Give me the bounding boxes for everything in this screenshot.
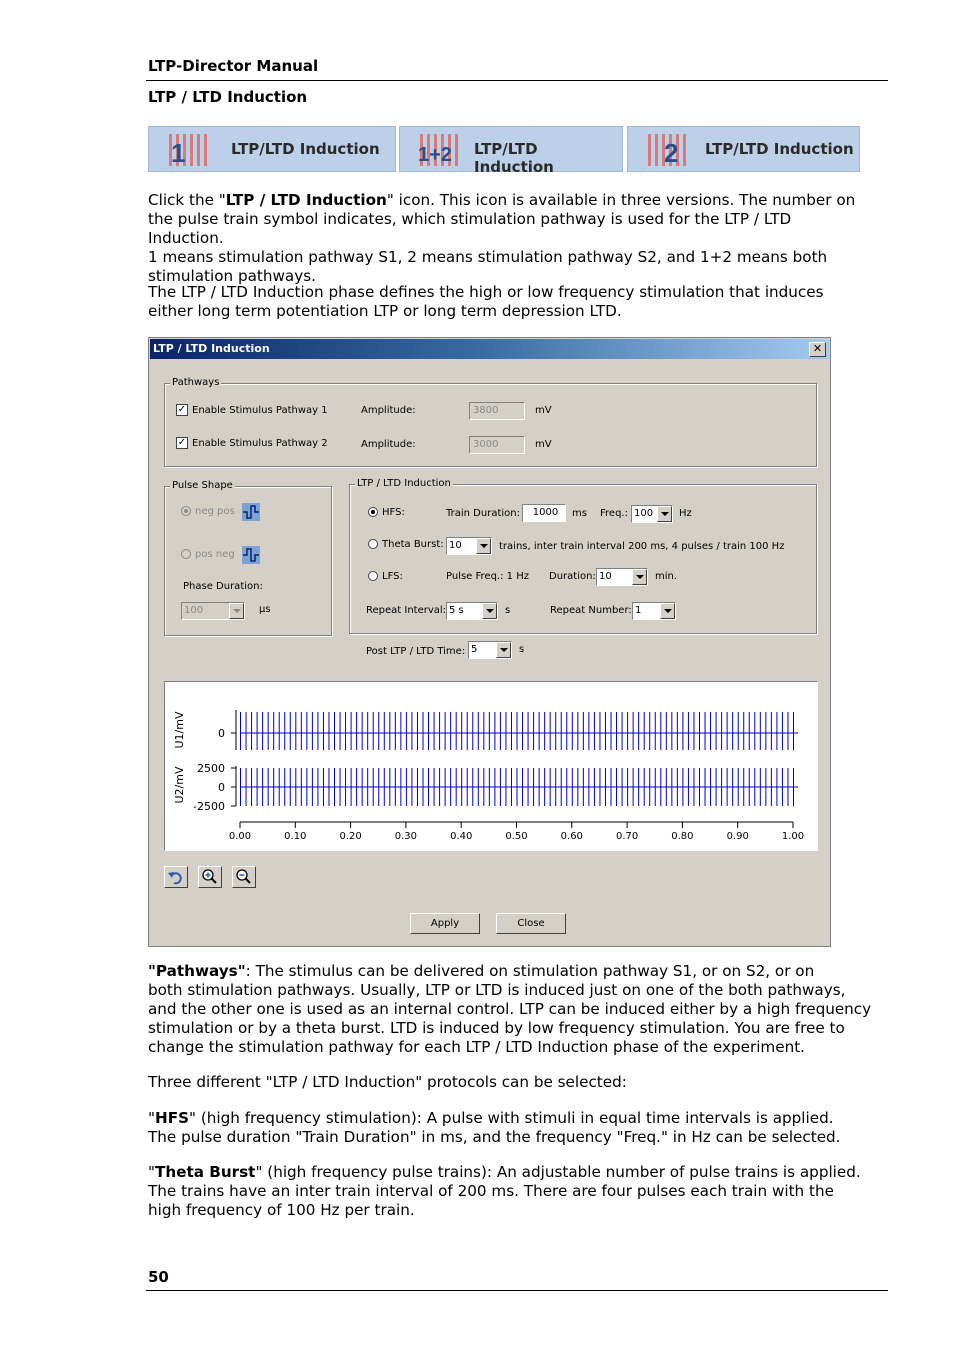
x-tick-label: 0.60 bbox=[560, 831, 583, 842]
pulse-shape-group bbox=[164, 480, 332, 636]
pathway-1-label: Enable Stimulus Pathway 1 bbox=[192, 405, 328, 416]
pulse-shape-legend: Pulse Shape bbox=[172, 480, 233, 491]
amplitude-1-field[interactable]: 3800 bbox=[469, 402, 525, 420]
pathways-legend: Pathways bbox=[172, 377, 220, 388]
induction-pathway-1-button[interactable] bbox=[148, 126, 396, 172]
theta-trains-select[interactable]: 10 bbox=[446, 537, 492, 555]
freq-unit: Hz bbox=[679, 508, 692, 519]
train-duration-label: Train Duration: bbox=[446, 508, 520, 519]
pos-neg-label: pos neg bbox=[195, 549, 235, 560]
chevron-down-icon bbox=[496, 642, 511, 658]
phase-duration-label: Phase Duration: bbox=[183, 581, 263, 592]
x-tick-label: 0.00 bbox=[228, 831, 252, 842]
undo-zoom-button[interactable] bbox=[164, 866, 188, 888]
pulse-train-2-icon bbox=[646, 132, 688, 168]
x-tick-label: 0.40 bbox=[450, 831, 473, 842]
chart-svg bbox=[165, 682, 815, 848]
pathway-2-label: Enable Stimulus Pathway 2 bbox=[192, 438, 328, 449]
hfs-radio[interactable] bbox=[368, 507, 378, 517]
theta-burst-label: Theta Burst: bbox=[382, 539, 444, 550]
x-tick-label: 0.50 bbox=[505, 831, 528, 842]
phase-description-paragraph: The LTP / LTD Induction phase defines the high or low frequency stimulation that induces either long term potentiation LTP or long term depression LTD. bbox=[148, 283, 824, 320]
chevron-down-icon bbox=[476, 538, 491, 554]
zoom-in-icon bbox=[199, 867, 221, 887]
manual-title: LTP-Director Manual bbox=[148, 57, 319, 75]
zoom-out-button[interactable] bbox=[232, 866, 256, 888]
post-time-select[interactable]: 5 bbox=[468, 641, 512, 659]
ltp-ltd-induction-dialog bbox=[148, 337, 831, 947]
chevron-down-icon bbox=[632, 569, 647, 585]
lfs-label: LFS: bbox=[382, 571, 403, 582]
duration-label: Duration: bbox=[549, 571, 596, 582]
zoom-in-button[interactable] bbox=[198, 866, 222, 888]
pulse-train-1-number: 1 bbox=[171, 138, 186, 168]
train-duration-unit: ms bbox=[572, 508, 587, 519]
pos-neg-radio[interactable] bbox=[181, 549, 191, 559]
x-tick-label: 0.10 bbox=[284, 831, 307, 842]
repeat-number-label: Repeat Number: bbox=[550, 605, 632, 616]
hfs-paragraph: "HFS" (high frequency stimulation): A pulse with stimuli in equal time intervals is applied. The pulse duration "Train Duration" in ms, and the frequency "Freq." in Hz can be selected. bbox=[148, 1109, 841, 1146]
neg-pos-pulse-icon bbox=[242, 503, 260, 521]
neg-pos-radio[interactable] bbox=[181, 506, 191, 516]
induction-pathway-2-button[interactable] bbox=[627, 126, 860, 172]
apply-button[interactable]: Apply bbox=[410, 913, 480, 934]
train-duration-field[interactable]: 1000 bbox=[522, 504, 566, 522]
u2-y-tick-label: 2500 bbox=[197, 762, 225, 775]
u2-y-tick-label: -2500 bbox=[193, 800, 225, 813]
pulse-train-2-number: 2 bbox=[664, 138, 679, 168]
repeat-number-select[interactable]: 1 bbox=[632, 602, 676, 620]
induction-group bbox=[349, 478, 817, 634]
x-tick-label: 0.70 bbox=[615, 831, 639, 842]
chevron-down-icon bbox=[657, 506, 672, 522]
x-tick-label: 0.30 bbox=[394, 831, 418, 842]
amplitude-1-label: Amplitude: bbox=[361, 405, 416, 416]
pathway-2-checkbox[interactable]: ✓ bbox=[177, 437, 187, 448]
duration-select[interactable]: 10 bbox=[596, 568, 648, 586]
amplitude-2-unit: mV bbox=[535, 439, 552, 450]
pulse-train-both-icon bbox=[418, 132, 460, 168]
pathways-paragraph: "Pathways": The stimulus can be delivered on stimulation pathway S1, or on S2, or on both stimulation pathways. Usually, LTP or LTD is induced just on one of the both pathways, and the other one is used as an internal control. LTP can be induced either by a high frequency stimulation or by a theta burst. LTD is induced by low frequency stimulation. You are free to change the stimulation pathway for each LTP / LTD Induction phase of the experiment. bbox=[148, 962, 872, 1056]
phase-duration-select[interactable]: 100 bbox=[181, 602, 245, 620]
pathways-group bbox=[164, 377, 817, 467]
x-tick-label: 0.80 bbox=[671, 831, 694, 842]
dialog-title: LTP / LTD Induction bbox=[153, 342, 270, 355]
amplitude-1-unit: mV bbox=[535, 405, 552, 416]
induction-pathway-both-label: LTP/LTD Induction bbox=[474, 140, 554, 176]
amplitude-2-field[interactable]: 3000 bbox=[469, 436, 525, 454]
u1-axis-label: U1/mV bbox=[173, 711, 186, 749]
intro-paragraph: Click the "LTP / LTD Induction" icon. This icon is available in three versions. The number on the pulse train symbol indicates, which stimulation pathway is used for the LTP / LTD Induction. 1 means stimulation pathway S1, 2 means stimulation pathway S2, and 1+2 means both stimulation pathways. bbox=[148, 191, 856, 285]
chevron-down-icon bbox=[660, 603, 675, 619]
lfs-radio[interactable] bbox=[368, 571, 378, 581]
theta-burst-description: trains, inter train interval 200 ms, 4 pulses / train 100 Hz bbox=[499, 541, 785, 552]
post-time-label: Post LTP / LTD Time: bbox=[366, 646, 466, 657]
stimulation-preview-chart bbox=[164, 681, 818, 851]
neg-pos-label: neg pos bbox=[195, 506, 235, 517]
duration-unit: min. bbox=[655, 571, 678, 582]
repeat-interval-label: Repeat Interval: bbox=[366, 605, 447, 616]
hfs-label: HFS: bbox=[382, 507, 405, 518]
x-tick-label: 1.00 bbox=[781, 831, 805, 842]
phase-duration-unit: µs bbox=[259, 604, 271, 615]
repeat-interval-unit: s bbox=[505, 605, 511, 616]
pulse-train-both-number: 1+2 bbox=[418, 144, 452, 166]
freq-label: Freq.: bbox=[600, 508, 628, 519]
induction-pathway-1-label: LTP/LTD Induction bbox=[231, 140, 380, 158]
header-rule bbox=[146, 80, 888, 81]
amplitude-2-label: Amplitude: bbox=[361, 439, 416, 450]
page-number: 50 bbox=[148, 1268, 169, 1286]
pos-neg-pulse-icon bbox=[242, 546, 260, 564]
u1-y-tick-label: 0 bbox=[218, 727, 225, 740]
pulse-train-1-icon bbox=[167, 132, 209, 168]
induction-pathway-both-button[interactable] bbox=[399, 126, 623, 176]
dialog-title-bar bbox=[150, 339, 829, 359]
x-tick-label: 0.20 bbox=[339, 831, 362, 842]
theta-burst-radio[interactable] bbox=[368, 539, 378, 549]
post-time-unit: s bbox=[519, 644, 525, 655]
pathway-1-checkbox[interactable]: ✓ bbox=[177, 404, 187, 415]
close-button[interactable]: Close bbox=[496, 913, 566, 934]
zoom-out-icon bbox=[233, 867, 255, 887]
induction-legend: LTP / LTD Induction bbox=[357, 478, 451, 489]
freq-select[interactable]: 100 bbox=[631, 505, 673, 523]
section-title: LTP / LTD Induction bbox=[148, 88, 308, 106]
chevron-down-icon bbox=[482, 603, 497, 619]
x-tick-label: 0.90 bbox=[726, 831, 749, 842]
protocols-intro-paragraph: Three different "LTP / LTD Induction" protocols can be selected: bbox=[148, 1073, 627, 1091]
theta-burst-paragraph: "Theta Burst" (high frequency pulse trains): An adjustable number of pulse trains is applied. The trains have an inter train interval of 200 ms. There are four pulses each train with the high frequency of 100 Hz per train. bbox=[148, 1163, 861, 1219]
undo-icon bbox=[165, 867, 187, 887]
u2-axis-label: U2/mV bbox=[173, 766, 186, 804]
chevron-down-icon bbox=[229, 603, 244, 619]
repeat-interval-select[interactable]: 5 s bbox=[446, 602, 498, 620]
footer-rule bbox=[146, 1290, 888, 1291]
induction-pathway-2-label: LTP/LTD Induction bbox=[705, 140, 854, 158]
pulse-freq-text: Pulse Freq.: 1 Hz bbox=[446, 571, 529, 582]
u2-y-tick-label: 0 bbox=[218, 781, 225, 794]
close-icon[interactable]: ✕ bbox=[809, 342, 826, 357]
